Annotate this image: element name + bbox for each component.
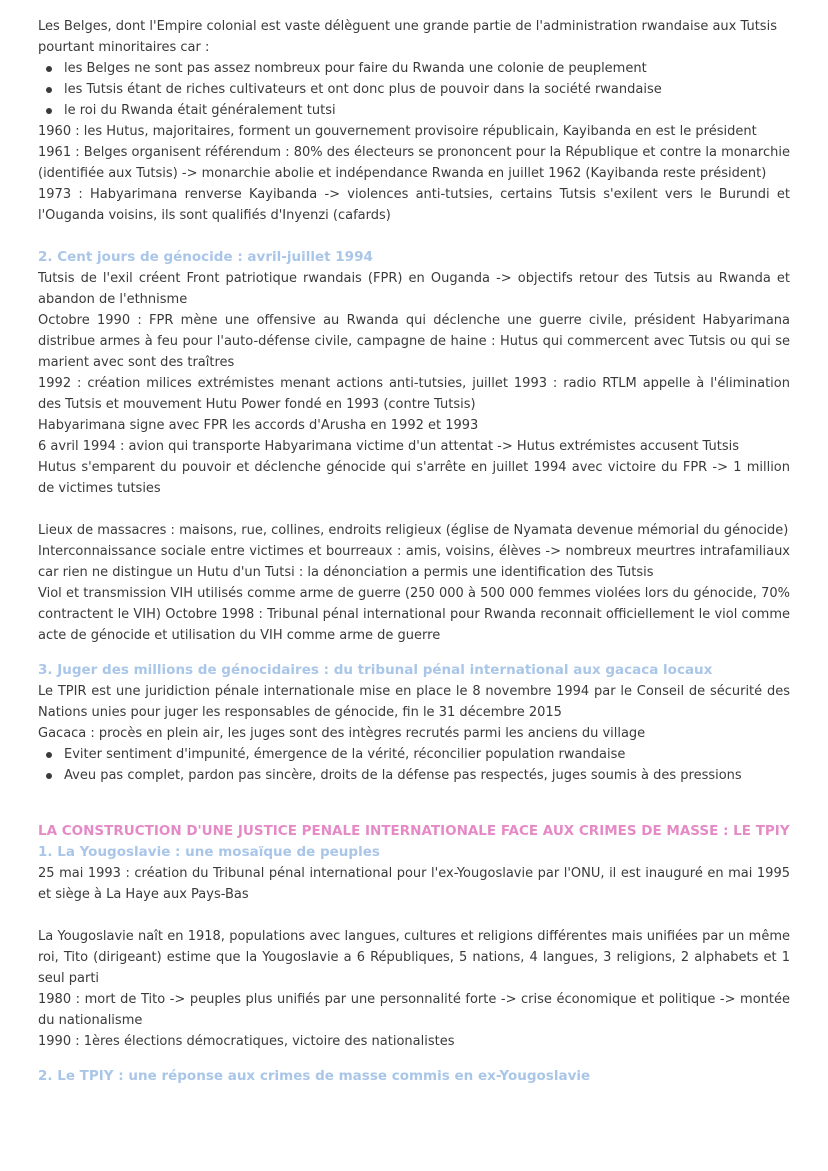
section-heading: 2. Cent jours de génocide : avril-juillet 1994 xyxy=(38,249,373,265)
paragraph: 1990 : 1ères élections démocratiques, victoire des nationalistes xyxy=(38,1034,455,1049)
paragraph: 6 avril 1994 : avion qui transporte Habyarimana victime d'un attentat -> Hutus extrémistes accusent Tutsis xyxy=(38,439,740,454)
chapter-title: LA CONSTRUCTION D'UNE JUSTICE PENALE INTERNATIONALE FACE AUX CRIMES DE MASSE : LE TPIY xyxy=(38,823,790,839)
section-heading: 3. Juger des millions de génocidaires : du tribunal pénal international aux gacaca locaux xyxy=(38,662,713,678)
paragraph: Le TPIR est une juridiction pénale internationale mise en place le 8 novembre 1994 par le Conseil de sécurité des Nations unies pour juger les responsables de génocide, fin le 31 décembre 2015 xyxy=(38,684,790,720)
paragraph: Lieux de massacres : maisons, rue, collines, endroits religieux (église de Nyamata devenue mémorial du génocide) xyxy=(38,523,789,538)
paragraph-1960: 1960 : les Hutus, majoritaires, forment un gouvernement provisoire républicain, Kayibanda en est le président xyxy=(38,124,757,139)
spacer xyxy=(38,786,790,807)
paragraph-1973: 1973 : Habyarimana renverse Kayibanda -> violences anti-tutsies, certains Tutsis s'exilent vers le Burundi et l'Ouganda voisins, ils sont qualifiés d'Inyenzi (cafards) xyxy=(38,187,790,223)
paragraph: Interconnaissance sociale entre victimes et bourreaux : amis, voisins, élèves -> nombreux meurtres intrafamiliaux car rien ne distingue un Hutu d'un Tutsi : la dénonciation a permis une identification des Tutsis xyxy=(38,544,790,580)
list-item: Aveu pas complet, pardon pas sincère, droits de la défense pas respectés, juges soumis à des pressions xyxy=(64,765,790,786)
paragraph: Tutsis de l'exil créent Front patriotique rwandais (FPR) en Ouganda -> objectifs retour des Tutsis au Rwanda et abandon de l'ethnisme xyxy=(38,271,790,307)
spacer xyxy=(38,905,790,926)
spacer xyxy=(38,226,790,247)
paragraph: 1992 : création milices extrémistes menant actions anti-tutsies, juillet 1993 : radio RTLM appelle à l'élimination des Tutsis et mouvement Hutu Power fondé en 1993 (contre Tutsis) xyxy=(38,376,790,412)
paragraph: Hutus s'emparent du pouvoir et déclenche génocide qui s'arrête en juillet 1994 avec victoire du FPR -> 1 million de victimes tutsies xyxy=(38,460,790,496)
paragraph-1961: 1961 : Belges organisent référendum : 80% des électeurs se prononcent pour la République et contre la monarchie (identifiée aux Tutsis) -> monarchie abolie et indépendance Rwanda en juillet 1962 (Kayibanda reste président) xyxy=(38,145,790,181)
spacer xyxy=(38,1052,790,1066)
paragraph: Habyarimana signe avec FPR les accords d'Arusha en 1992 et 1993 xyxy=(38,418,479,433)
paragraph: Viol et transmission VIH utilisés comme arme de guerre (250 000 à 500 000 femmes violées lors du génocide, 70% contractent le VIH) Octobre 1998 : Tribunal pénal international pour Rwanda reconnait officiellement le viol comme acte de génocide et utilisation du VIH comme arme de guerre xyxy=(38,586,790,643)
section-heading: 2. Le TPIY : une réponse aux crimes de masse commis en ex-Yougoslavie xyxy=(38,1068,591,1084)
paragraph: 1980 : mort de Tito -> peuples plus unifiés par une personnalité forte -> crise économique et politique -> montée du nationalisme xyxy=(38,992,790,1028)
paragraph: 25 mai 1993 : création du Tribunal pénal international pour l'ex-Yougoslavie par l'ONU, il est inauguré en mai 1995 et siège à La Haye aux Pays-Bas xyxy=(38,866,790,902)
document-body xyxy=(38,16,790,1087)
gacaca-bullet-list xyxy=(38,744,790,786)
list-item: Eviter sentiment d'impunité, émergence de la vérité, réconcilier population rwandaise xyxy=(64,744,790,765)
spacer xyxy=(38,499,790,520)
section-heading: 1. La Yougoslavie : une mosaïque de peuples xyxy=(38,844,380,860)
paragraph: La Yougoslavie naît en 1918, populations avec langues, cultures et religions différentes mais unifiées par un même roi, Tito (dirigeant) estime que la Yougoslavie a 6 Républiques, 5 nations, 4 langues, 3 religions, 2 alphabets et 1 seul parti xyxy=(38,929,790,986)
list-item: les Tutsis étant de riches cultivateurs et ont donc plus de pouvoir dans la société rwandaise xyxy=(64,79,790,100)
intro-paragraph: Les Belges, dont l'Empire colonial est vaste délèguent une grande partie de l'administration rwandaise aux Tutsis pourtant minoritaires car : xyxy=(38,19,777,55)
spacer xyxy=(38,807,790,821)
paragraph: Octobre 1990 : FPR mène une offensive au Rwanda qui déclenche une guerre civile, président Habyarimana distribue armes à feu pour l'auto-défense civile, campagne de haine : Hutus qui commercent avec Tutsis ou qui se marient avec sont des traîtres xyxy=(38,313,790,370)
list-item: les Belges ne sont pas assez nombreux pour faire du Rwanda une colonie de peuplement xyxy=(64,58,790,79)
paragraph: Gacaca : procès en plein air, les juges sont des intègres recrutés parmi les anciens du village xyxy=(38,726,646,741)
list-item: le roi du Rwanda était généralement tutsi xyxy=(64,100,790,121)
intro-bullet-list xyxy=(38,58,790,121)
spacer xyxy=(38,646,790,660)
